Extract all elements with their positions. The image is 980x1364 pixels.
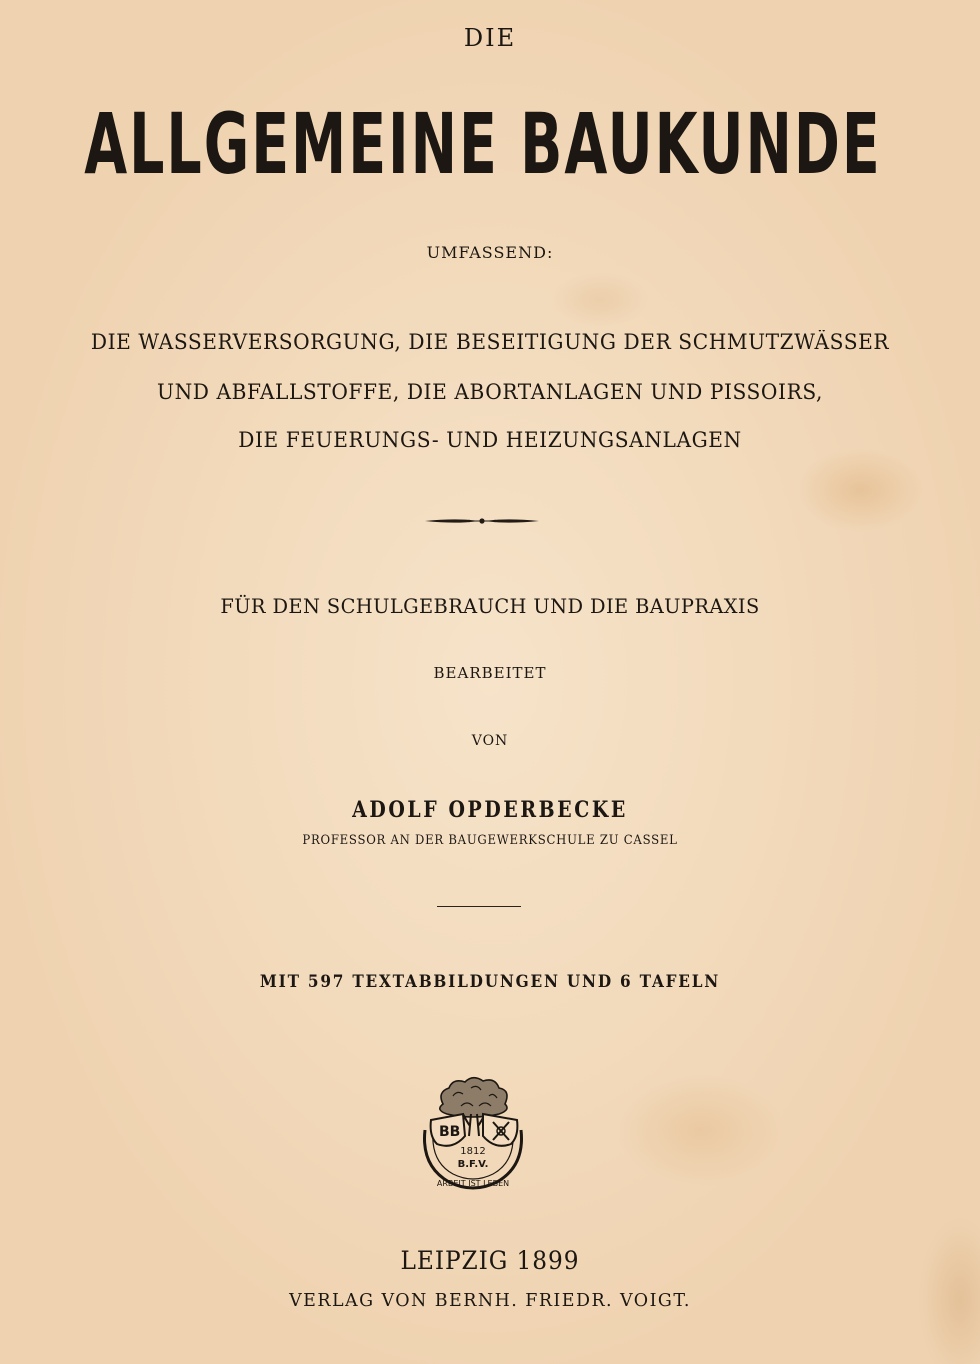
publisher-name: VERLAG VON BERNH. FRIEDR. VOIGT.: [289, 1290, 691, 1311]
right-shield-icon: [483, 1114, 517, 1146]
divider-rule: [437, 906, 521, 907]
ornament-divider: [425, 513, 539, 529]
purpose-line: FÜR DEN SCHULGEBRAUCH UND DIE BAUPRAXIS: [220, 594, 760, 618]
author-role: PROFESSOR AN DER BAUGEWERKSCHULE ZU CASSEL: [302, 833, 678, 848]
seal-initials: B.F.V.: [457, 1159, 489, 1170]
seal-year: 1812: [460, 1146, 486, 1157]
svg-text:BB: BB: [439, 1124, 461, 1140]
main-title: ALLGEMEINE BAUKUNDE: [84, 95, 882, 193]
subject-line-1: DIE WASSERVERSORGUNG, DIE BESEITIGUNG DER SCHMUTZWÄSSER: [90, 330, 890, 354]
author-name: ADOLF OPDERBECKE: [352, 797, 628, 823]
von-label: VON: [471, 733, 509, 749]
left-shield-icon: [431, 1114, 465, 1146]
subject-line-2: UND ABFALLSTOFFE, DIE ABORTANLAGEN UND PISSOIRS,: [157, 380, 823, 404]
bearbeitet-label: BEARBEITET: [433, 664, 547, 682]
illustrations-note: MIT 597 TEXTABBILDUNGEN UND 6 TAFELN: [259, 972, 721, 992]
publisher-seal-logo: [413, 1074, 533, 1196]
main-title-container: [38, 94, 928, 194]
title-article: DIE: [463, 24, 517, 52]
place-and-year: LEIPZIG 1899: [400, 1246, 580, 1275]
seal-motto: ARBEIT IST LEBEN: [436, 1179, 510, 1188]
subject-line-3: DIE FEUERUNGS- UND HEIZUNGSANLAGEN: [238, 428, 742, 452]
umfassend-label: UMFASSEND:: [426, 243, 554, 262]
